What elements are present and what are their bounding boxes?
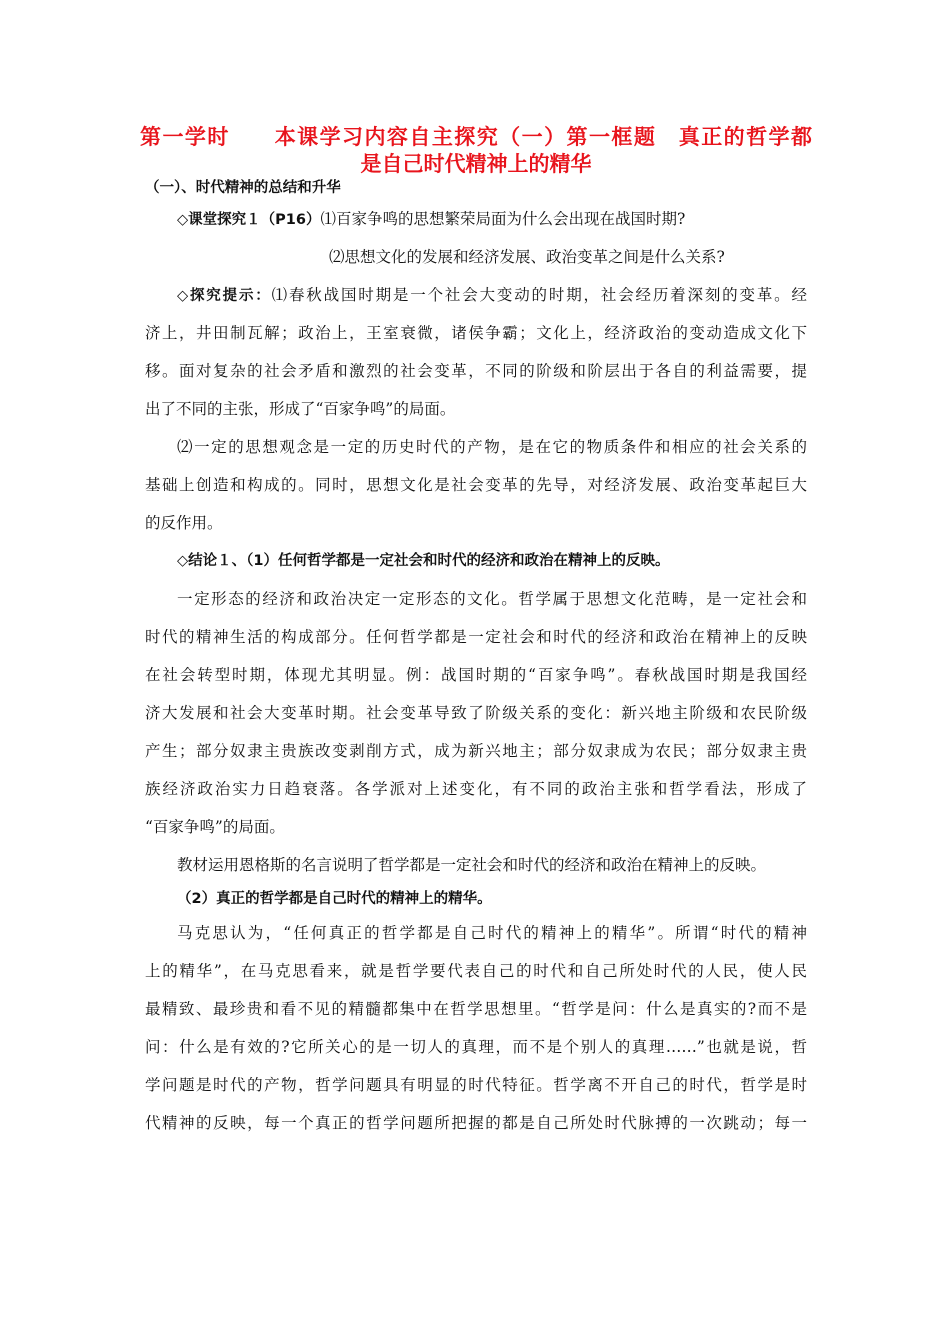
conclusion-2: （2）真正的哲学都是自己时代的精神上的精华。 — [177, 891, 492, 907]
question-label: ◇课堂探究１（P16） — [177, 212, 321, 228]
paragraph-line: 马克思认为，“任何真正的哲学都是自己时代的精神上的精华”。所谓“时代的精神 — [177, 924, 807, 942]
hint-line-text: ⑴春秋战国时期是一个社会大变动的时期，社会经历着深刻的变革。经 — [271, 286, 807, 304]
paragraph-line: 济大发展和社会大变革时期。社会变革导致了阶级关系的变化：新兴地主阶级和农民阶级 — [145, 704, 807, 722]
hint2-line: 的反作用。 — [145, 514, 223, 532]
question-1-text: ⑴百家争鸣的思想繁荣局面为什么会出现在战国时期? — [320, 210, 686, 228]
paragraph-2: 教材运用恩格斯的名言说明了哲学都是一定社会和时代的经济和政治在精神上的反映。 — [177, 856, 767, 874]
section-heading: （一）、时代精神的总结和升华 — [145, 180, 341, 196]
paragraph-line: 一定形态的经济和政治决定一定形态的文化。哲学属于思想文化范畴，是一定社会和 — [177, 590, 807, 608]
paragraph-line: 代精神的反映，每一个真正的哲学问题所把握的都是自己所处时代脉搏的一次跳动；每一 — [145, 1114, 807, 1132]
paragraph-line: 学问题是时代的产物，哲学问题具有明显的时代特征。哲学离不开自己的时代，哲学是时 — [145, 1076, 807, 1094]
paragraph-line: 时代的精神生活的构成部分。任何哲学都是一定社会和时代的经济和政治在精神上的反映 — [145, 628, 807, 646]
paragraph-line: 最精致、最珍贵和看不见的精髓都集中在哲学思想里。“哲学是问：什么是真实的?而不是 — [145, 1000, 807, 1018]
paragraph-line: 问：什么是有效的?它所关心的是一切人的真理，而不是个别人的真理……”也就是说，哲 — [145, 1038, 807, 1056]
paragraph-line: 上的精华”，在马克思看来，就是哲学要代表自己的时代和自己所处时代的人民，使人民 — [145, 962, 807, 980]
hint-label: ◇探究提示： — [177, 288, 272, 304]
title-line-1: 第一学时 本课学习内容自主探究（一）第一框题 真正的哲学都 — [140, 125, 812, 149]
hint-line: 出了不同的主张，形成了“百家争鸣”的局面。 — [145, 400, 456, 418]
paragraph-line: “百家争鸣”的局面。 — [145, 818, 285, 836]
document-body — [145, 176, 807, 1142]
title-line-2: 是自己时代精神上的精华 — [360, 152, 592, 176]
paragraph-line: 在社会转型时期，体现尤其明显。例：战国时期的“百家争鸣”。春秋战国时期是我国经 — [145, 666, 807, 684]
paragraph-line: 产生；部分奴隶主贵族改变剥削方式，成为新兴地主；部分奴隶成为农民；部分奴隶主贵 — [145, 742, 807, 760]
hint-line: 济上，井田制瓦解；政治上，王室衰微，诸侯争霸；文化上，经济政治的变动造成文化下 — [145, 324, 807, 342]
paragraph-line: 族经济政治实力日趋衰落。各学派对上述变化，有不同的政治主张和哲学看法，形成了 — [145, 780, 807, 798]
question-2: ⑵思想文化的发展和经济发展、政治变革之间是什么关系? — [329, 248, 725, 266]
conclusion-1: ◇结论１、（1）任何哲学都是一定社会和时代的经济和政治在精神上的反映。 — [177, 553, 670, 569]
page-title — [140, 124, 812, 178]
hint-line: 移。面对复杂的社会矛盾和激烈的社会变革，不同的阶级和阶层出于各自的利益需要，提 — [145, 362, 807, 380]
hint2-line: 基础上创造和构成的。同时，思想文化是社会变革的先导，对经济发展、政治变革起巨大 — [145, 476, 807, 494]
hint2-line: ⑵一定的思想观念是一定的历史时代的产物，是在它的物质条件和相应的社会关系的 — [177, 438, 807, 456]
question-1 — [145, 200, 807, 238]
hint-line — [145, 276, 807, 314]
